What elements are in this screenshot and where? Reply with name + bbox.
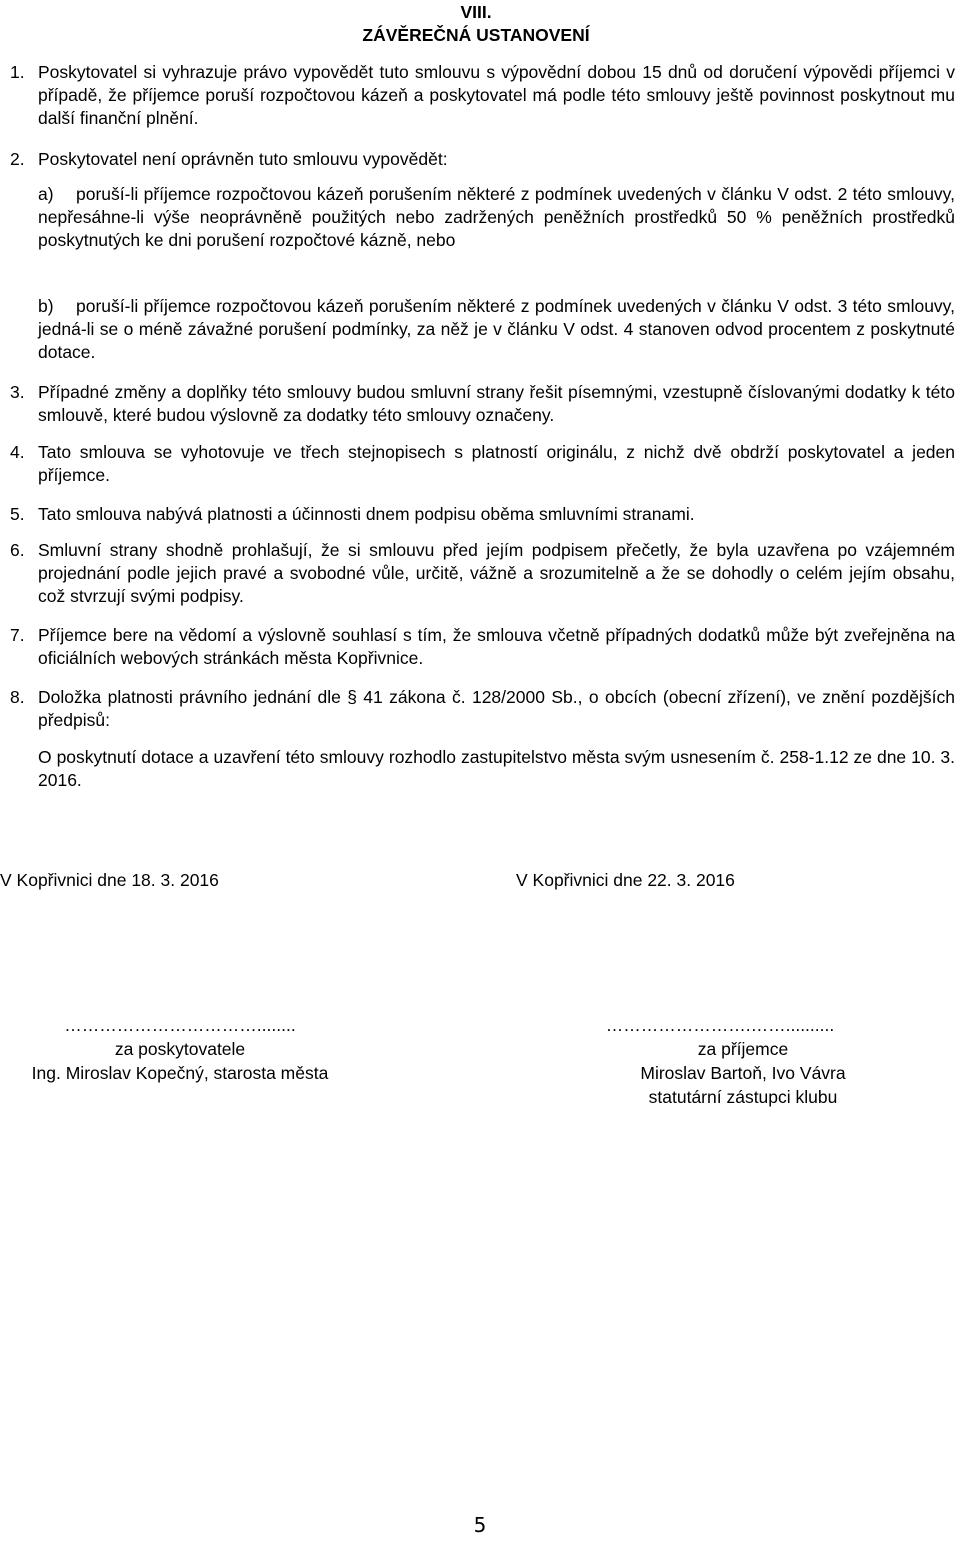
- clause-number: 1.: [10, 62, 25, 82]
- date-right: V Kopřivnici dne 22. 3. 2016: [516, 870, 735, 890]
- section-number: VIII.: [460, 2, 492, 22]
- resolution-text: O poskytnutí dotace a uzavření této smlouvy rozhodlo zastupitelstvo města svým usnesením č. 258-1.12 ze dne 10. 3. 2016.: [38, 747, 955, 790]
- clause-text: Tato smlouva nabývá platnosti a účinnosti dnem podpisu oběma smluvními stranami.: [38, 504, 695, 524]
- clause-1: [10, 61, 955, 130]
- date-left: V Kopřivnici dne 18. 3. 2016: [0, 870, 219, 890]
- signature-line-right: …………………….……..........: [605, 1015, 835, 1035]
- clause-number: 3.: [10, 382, 25, 402]
- signature-line-left: ……………………………........: [64, 1015, 296, 1035]
- page-number: 5: [473, 1513, 487, 1537]
- subclause-label: a): [38, 184, 54, 204]
- clause-7: [10, 624, 955, 670]
- clause-text: Smluvní strany shodně prohlašují, že si smlouvu před jejím podpisem přečetly, že byla uzavřena po vzájemném projednání podle jejich pravé a svobodné vůle, určitě, vážně a srozumitelně a že se dohodly o celém jejím obsahu, což stvrzují svými podpisy.: [38, 540, 955, 606]
- resolution-note: [38, 746, 955, 792]
- signatory-title-right: statutární zástupci klubu: [648, 1087, 838, 1107]
- clause-text: Případné změny a doplňky této smlouvy budou smluvní strany řešit písemnými, vzestupně číslovanými dodatky k této smlouvě, které budou výslovně za dodatky této smlouvy označeny.: [38, 382, 955, 425]
- clause-text: Tato smlouva se vyhotovuje ve třech stejnopisech s platností originálu, z nichž dvě obdrží poskytovatel a jeden příjemce.: [38, 442, 955, 485]
- subclause-a: [38, 183, 955, 252]
- clause-number: 8.: [10, 687, 25, 707]
- clause-2: [10, 148, 955, 171]
- clause-text: Příjemce bere na vědomí a výslovně souhlasí s tím, že smlouva včetně případných dodatků může být zveřejněna na oficiálních webových stránkách města Kopřivnice.: [38, 625, 955, 668]
- clause-number: 6.: [10, 540, 25, 560]
- clause-8: [10, 686, 955, 732]
- clause-4: [10, 441, 955, 487]
- clause-number: 4.: [10, 442, 25, 462]
- section-title: ZÁVĚREČNÁ USTANOVENÍ: [362, 25, 590, 45]
- clause-number: 7.: [10, 625, 25, 645]
- clause-text: Poskytovatel není oprávněn tuto smlouvu vypovědět:: [38, 149, 448, 169]
- signatory-role-right: za příjemce: [697, 1039, 789, 1059]
- clause-text: Doložka platnosti právního jednání dle § 41 zákona č. 128/2000 Sb., o obcích (obecní zřízení), ve znění pozdějších předpisů:: [38, 687, 955, 730]
- clause-3: [10, 381, 955, 427]
- subclause-text: poruší-li příjemce rozpočtovou kázeň porušením některé z podmínek uvedených v článku V odst. 3 této smlouvy, jedná-li se o méně závažné porušení podmínky, za něž je v článku V odst. 4 stanoven odvod procentem z poskytnuté dotace.: [38, 296, 955, 362]
- clause-number: 5.: [10, 504, 25, 524]
- signatory-name-left: Ing. Miroslav Kopečný, starosta města: [31, 1063, 329, 1083]
- clause-number: 2.: [10, 149, 25, 169]
- clause-text: Poskytovatel si vyhrazuje právo vypovědět tuto smlouvu s výpovědní dobou 15 dnů od doručení výpovědi příjemci v případě, že příjemce poruší rozpočtovou kázeň a poskytovatel má podle této smlouvy ještě povinnost poskytnout mu další finanční plnění.: [38, 62, 955, 128]
- signatory-role-left: za poskytovatele: [114, 1039, 246, 1059]
- clause-6: [10, 539, 955, 608]
- signatory-name-right: Miroslav Bartoň, Ivo Vávra: [640, 1063, 846, 1083]
- subclause-b: [38, 295, 955, 364]
- subclause-text: poruší-li příjemce rozpočtovou kázeň porušením některé z podmínek uvedených v článku V odst. 2 této smlouvy, nepřesáhne-li výše neoprávněně použitých nebo zadržených peněžních prostředků 50 % peněžních prostředků poskytnutých ke dni porušení rozpočtové kázně, nebo: [38, 184, 955, 250]
- subclause-label: b): [38, 296, 54, 316]
- clause-5: [10, 503, 955, 526]
